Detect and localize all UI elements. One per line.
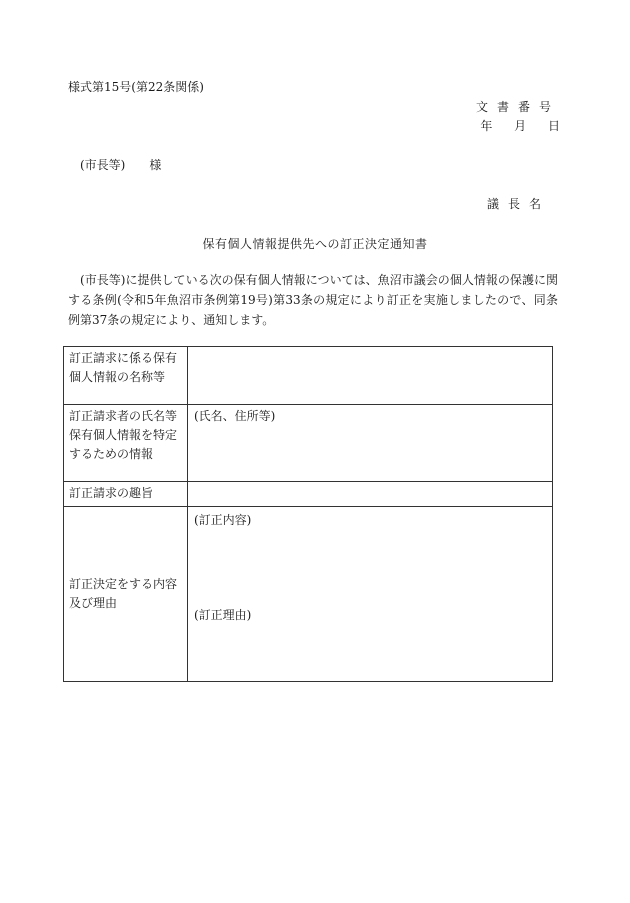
row-value [188,507,553,682]
row-label: 訂正請求に係る保有個人情報の名称等 [64,347,188,405]
row-label: 訂正請求者の氏名等保有個人情報を特定するための情報 [64,405,188,482]
row-value [188,482,553,507]
document-date-label: 年 月 日 [480,119,560,133]
table-row-request-purpose [64,482,553,507]
row-value [188,347,553,405]
body-paragraph: (市長等)に提供している次の保有個人情報については、魚沼市議会の個人情報の保護に関する条例(令和5年魚沼市条例第19号)第33条の規定により訂正を実施しましたので、同条例第37条の規定により、通知します。 [68,273,558,327]
table-row-record-name [64,347,553,405]
addressee: (市長等) 様 [80,158,162,172]
row-label: 訂正決定をする内容及び理由 [64,507,188,682]
chair-name-label: 議長名 [486,197,550,211]
correction-reason-label: (訂正理由) [194,608,252,622]
document-number-label: 文書番号 [475,100,560,114]
correction-content-label: (訂正内容) [194,513,252,527]
row-label: 訂正請求の趣旨 [64,482,188,507]
info-table [63,346,553,682]
table-row-decision-content [64,507,553,682]
row-value: (氏名、住所等) [188,405,553,482]
document-title: 保有個人情報提供先への訂正決定通知書 [202,237,428,251]
form-number-label: 様式第15号(第22条関係) [68,80,204,94]
table-row-requester-info [64,405,553,482]
